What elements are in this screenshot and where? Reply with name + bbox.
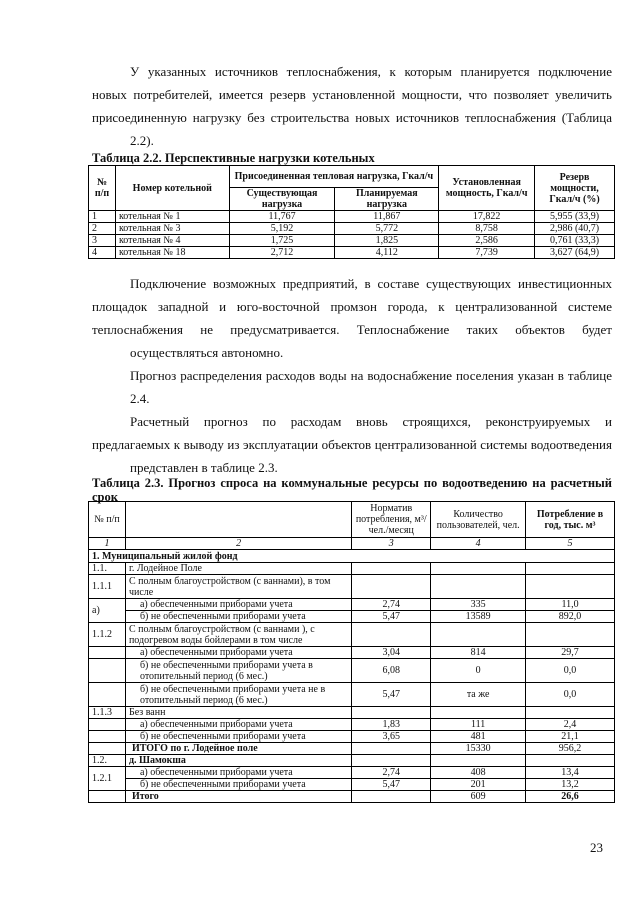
header-num: № п/п — [89, 166, 116, 211]
paragraph-last-line: 2.2). — [130, 133, 154, 148]
table-row: а) а) обеспеченными приборами учета 2,74 335 11,0 — [89, 599, 615, 611]
table-2-2-caption: Таблица 2.2. Перспективные нагрузки котельных — [92, 151, 375, 165]
column-numbers-row: 1 2 3 4 5 — [89, 538, 615, 550]
table-row: 1.1. г. Лодейное Поле — [89, 563, 615, 575]
paragraph-last-line: 2.4. — [130, 391, 150, 406]
table-row: б) не обеспеченными приборами учета 3,65 481 21,1 — [89, 731, 615, 743]
table-row: б) не обеспеченными приборами учета 5,47 201 13,2 — [89, 779, 615, 791]
paragraph-sewer-forecast — [92, 410, 612, 479]
header-users: Количество пользователей, чел. — [431, 502, 526, 538]
table-row: 1.1.2 С полным благоустройством (с ваннами ), с подогревом воды бойлерами в том числе — [89, 623, 615, 647]
table-row: б) не обеспеченными приборами учета не в отопительный период (6 мес.) 5,47 та же 0,0 — [89, 683, 615, 707]
header-name: Номер котельной — [115, 166, 229, 211]
paragraph-enterprises — [92, 272, 612, 364]
paragraph-text: Расчетный прогноз по расходам вновь строящихся, реконструируемых и предлагаемых к выводу из эксплуатации объектов централизованной системы водоотведения — [92, 414, 612, 452]
header-norm: Норматив потребления, м³/чел./месяц — [352, 502, 431, 538]
table-2-3-caption: Таблица 2.3. Прогноз спроса на коммунальные ресурсы по водоотведению на расчетный срок — [92, 476, 612, 504]
header-consumption: Потребление в год, тыс. м³ — [526, 502, 615, 538]
paragraph-water-forecast — [92, 364, 612, 410]
table-2-2 — [88, 165, 615, 259]
paragraph-last-line: осуществляться автономно. — [130, 345, 284, 360]
table-row: 1.1.1 С полным благоустройством (с ваннами), в том числе — [89, 575, 615, 599]
table-row: 1.2. д. Шамокша — [89, 755, 615, 767]
page-number: 23 — [590, 840, 603, 855]
header-reserve: Резерв мощности, Гкал/ч (%) — [535, 166, 615, 211]
header-num: № п/п — [89, 502, 126, 538]
total-row: Итого 609 26,6 — [89, 791, 615, 803]
table-row: 4 котельная № 18 2,712 4,112 7,739 3,627 (64,9) — [89, 247, 615, 259]
paragraph-reserve — [92, 60, 612, 152]
paragraph-text: Подключение возможных предприятий, в составе существующих инвестиционных площадок западной и юго-восточной промзон города, к централизованной системе теплоснабжения не предусматривается. Теплоснабжение таких объектов будет — [92, 276, 612, 337]
table-2-3 — [88, 501, 615, 803]
header-installed: Установленная мощность, Гкал/ч — [439, 166, 535, 211]
table-row: 1.1.3 Без ванн — [89, 707, 615, 719]
table-row: 1 котельная № 1 11,767 11,867 17,822 5,955 (33,9) — [89, 211, 615, 223]
header-existing: Существующая нагрузка — [229, 188, 335, 211]
paragraph-text: Прогноз распределения расходов воды на водоснабжение поселения указан в таблице — [130, 368, 612, 383]
total-row: ИТОГО по г. Лодейное поле 15330 956,2 — [89, 743, 615, 755]
table-row: 2 котельная № 3 5,192 5,772 8,758 2,986 (40,7) — [89, 223, 615, 235]
table-row: а) обеспеченными приборами учета 1,83 111 2,4 — [89, 719, 615, 731]
paragraph-text: У указанных источников теплоснабжения, к которым планируется подключение новых потребителей, имеется резерв установленной мощности, что позволяет увеличить присоединенную нагрузку без строительства новых источников теплоснабжения (Таблица — [92, 64, 612, 125]
table-row: а) обеспеченными приборами учета 3,04 814 29,7 — [89, 647, 615, 659]
table-row: 1.2.1 а) обеспеченными приборами учета 2,74 408 13,4 — [89, 767, 615, 779]
header-connected: Присоединенная тепловая нагрузка, Гкал/ч — [229, 166, 439, 188]
table-row: 3 котельная № 4 1,725 1,825 2,586 0,761 (33,3) — [89, 235, 615, 247]
paragraph-last-line: представлен в таблице 2.3. — [130, 460, 278, 475]
section-row: 1. Муниципальный жилой фонд — [89, 550, 615, 563]
header-planned: Планируемая нагрузка — [335, 188, 439, 211]
table-row: б) не обеспеченными приборами учета в отопительный период (6 мес.) 6,08 0 0,0 — [89, 659, 615, 683]
header-name — [125, 502, 351, 538]
table-row: б) не обеспеченными приборами учета 5,47 13589 892,0 — [89, 611, 615, 623]
